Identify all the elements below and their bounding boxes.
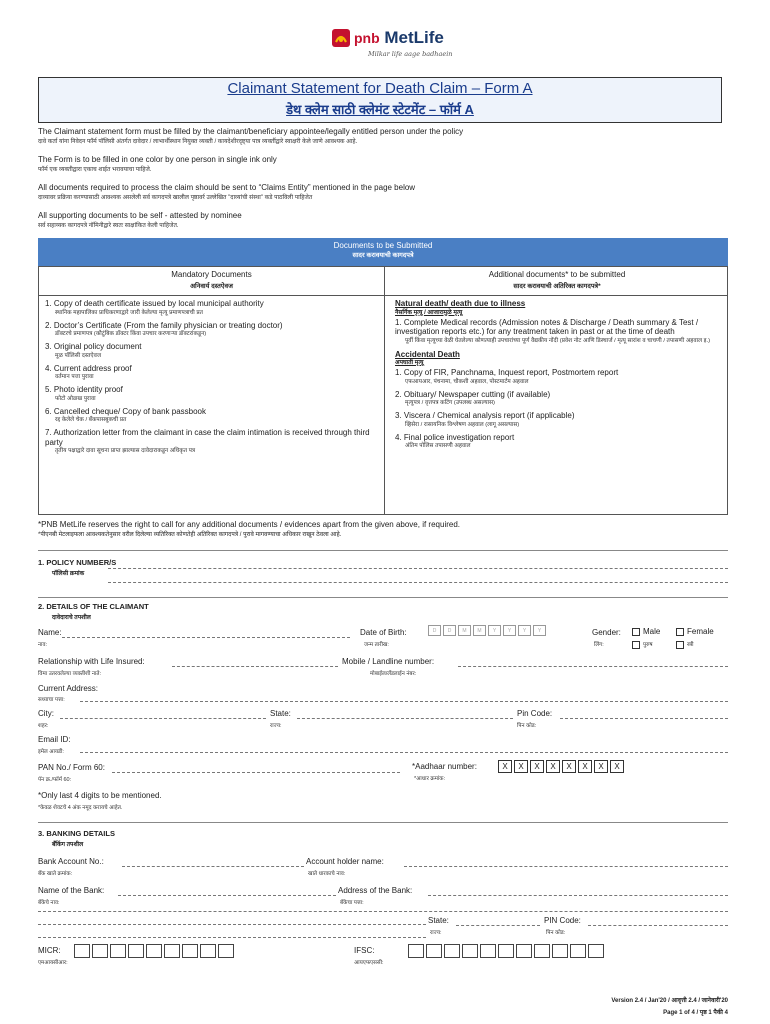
intro-1: The Claimant statement form must be filled by the claimant/beneficiary appointee/legally entitled person under the policy दावे कर्ता यांना निवेदन फॉर्म पॉलिसी अंतर्गत दावेदार / लाभार्थीस्थान नियुक्त व्यक्ती / कायदेशीरदृष्ट्या पात्र व्यक्तींद्वारे स्वाक्षरी केले जाणे आवश्यक आहे. [38, 127, 464, 145]
bank-name-label: Name of the Bank: [38, 886, 105, 895]
name-field[interactable] [62, 637, 350, 638]
pincode-label: Pin Code: [517, 709, 553, 718]
bank-name-field[interactable] [118, 895, 336, 896]
city-label: City: [38, 709, 54, 718]
aadhaar-field[interactable]: X X X X X X X X [498, 760, 626, 773]
mandatory-header: Mandatory Documents अनिवार्य दस्तऐवज [171, 270, 252, 290]
divider [38, 822, 728, 823]
documents-header: Documents to be Submitted सादर करावयाची कागदपत्रे [38, 238, 728, 266]
state-label: State: [270, 709, 291, 718]
list-item: 6. Cancelled cheque/ Copy of bank passbook रद्द केलेले चेक / बँकपासबुकची प्रत [45, 406, 206, 423]
bank-address-field-3[interactable] [38, 924, 426, 925]
additional-header: Additional documents* to be submitted सादर करावयाची अतिरिक्त कागदपत्रे* [488, 270, 626, 290]
natural-death-heading: Natural death/ death due to illness [395, 299, 526, 308]
intro-4: All supporting documents to be self - attested by nominee सर्व सहाय्यक कागदपत्रे नॉमिनीद्वारे स्वतः साक्षांकित केली पाहिजेत. [38, 211, 242, 229]
male-option-marathi[interactable]: पुरुष [632, 640, 653, 649]
divider [38, 550, 728, 551]
bank-state-label: State: [428, 916, 449, 925]
bank-address-field-4[interactable] [38, 937, 426, 938]
bank-address-label-marathi: बँकेचा पत्ता: [340, 900, 364, 906]
gender-label-marathi: लिंग: [594, 642, 604, 648]
female-option[interactable]: Female [676, 627, 714, 636]
bank-pin-field[interactable] [588, 925, 728, 926]
pincode-field[interactable] [560, 718, 728, 719]
list-item: 4. Final police investigation report अंतिम पोलिस तपासणी अहवाल [395, 432, 515, 449]
account-holder-label-marathi: खाते धारकाचे नाव: [308, 871, 346, 877]
relationship-label-marathi: विमा उतरवलेल्या व्यक्तीशी नाते: [38, 671, 101, 677]
ifsc-field[interactable] [408, 944, 606, 960]
brand-name: pnb MetLife [354, 28, 444, 47]
aadhaar-label-marathi: *आधार क्रमांक: [414, 776, 446, 782]
policy-number-field[interactable] [108, 568, 728, 569]
intro-3: All documents required to process the claim should be sent to “Claims Entity” mentioned in the page below दाव्यावर प्रक्रिया करण्यासाठी आवश्यक असलेली सर्व कागदपत्रे खालील पृष्ठावर्र उल्लेखित "दाव्यांची संस्था" कडे पाठविली पाहिजेत [38, 183, 416, 201]
micr-field[interactable] [74, 944, 236, 960]
version-footer: Version 2.4 / Jan'20 / आवृत्ती 2.4 / जानेवारी'20 [611, 998, 728, 1004]
list-item: 1. Complete Medical records (Admission notes & Discharge / Death summary & Test / investigation reports etc.) for any treatment taken in past or at the time of death पूर्वी किंवा मृत्यूच्या वेळी घेतलेल्या कोणत्याही उपचारांच्या पूर्ण वैद्यकीय नोंदी (प्रवेश नोट आणि डिस्चार्ज / मृत्यू सारांश व चाचणी / तपासणी अहवाल इ.) [395, 317, 711, 344]
list-item: 2. Doctor’s Certificate (From the family physician or treating doctor) डॉक्टरचे प्रमाणपत्र (कौटुंबिक डॉक्टर किंवा उपचार करणाऱ्या डॉक्टरांकडून) [45, 320, 283, 337]
account-holder-field[interactable] [404, 866, 728, 867]
list-item: 3. Original policy document मूळ पॉलिसी दस्तऐवज [45, 342, 142, 359]
address-label: Current Address: [38, 684, 99, 693]
pincode-label-marathi: पिन कोड: [517, 723, 537, 729]
email-label: Email ID: [38, 735, 71, 744]
mobile-label: Mobile / Landline number: [342, 657, 435, 666]
list-item: 7. Authorization letter from the claimant in case the claim intimation is received through third party तृतीय पक्षाद्वारे दावा सूचना प्राप्त झाल्यास दावेदाराकडून अधिकृत पत्र [45, 428, 370, 454]
pan-field[interactable] [112, 772, 400, 773]
form-title-box [38, 77, 722, 123]
mobile-label-marathi: मोबाईल/लँडलाईन नंबर: [370, 671, 417, 677]
name-label-marathi: नाव: [38, 642, 48, 648]
section-banking-details: 3. BANKING DETAILS बँकिंग तपशील [38, 829, 115, 848]
dob-label: Date of Birth: [360, 628, 407, 637]
bank-name-label-marathi: बँकेचे नाव: [38, 900, 60, 906]
male-option[interactable]: Male [632, 627, 660, 636]
additional-list: Natural death/ death due to illness नैसर्गिक मृत्यू / आजारामुळे मृत्यू 1. Complete Medical records (Admission notes & Discharge / Death summary & Test / investigation reports etc.) for any treatment taken in past or at the time of death पूर्वी किंवा मृत्यूच्या वेळी घेतलेल्या कोणत्याही उपचारांच्या पूर्ण वैद्यकीय नोंदी (प्रवेश नोट आणि डिस्चार्ज / मृत्यू सारांश व चाचणी / तपासणी अहवाल इ.) Accidental Death अपघाती मृत्यू 1. Copy of FIR, Panchnama, Inquest report, Postmortem report एफआयआर, पंचनामा, चौकशी अहवाल, पोस्टमार्टम अहवाल 2. Obituary/ Newspaper cutting (if available) मृत्युपत्र / वृत्तपत्र कटिंग (उपलब्ध असल्यास) 3. Viscera / Chemical analysis report (if applicable) व्हिसेरा / रासायनिक विश्लेषण अहवाल (लागू असल्यास) 4. Final police investigation report अंतिम पोलिस तपासणी अहवाल [395, 299, 723, 454]
page-title-marathi: डेथ क्लेम साठी क्लेमंट स्टेटमेंट – फॉर्म A [286, 102, 474, 117]
pan-label-marathi: पॅन क्र./फॉर्म 60: [38, 777, 72, 783]
account-holder-label: Account holder name: [306, 857, 384, 866]
state-field[interactable] [297, 718, 513, 719]
list-item: 5. Photo identity proof फोटो ओळख पुरावा [45, 385, 123, 402]
relationship-label: Relationship with Life Insured: [38, 657, 145, 666]
list-item: 1. Copy of FIR, Panchnama, Inquest report, Postmortem report एफआयआर, पंचनामा, चौकशी अहवाल, पोस्टमार्टम अहवाल [395, 368, 619, 385]
address-label-marathi: सध्याचा पत्ता: [38, 697, 65, 703]
aadhaar-label: *Aadhaar number: [412, 762, 477, 771]
policy-number-field-2[interactable] [108, 582, 728, 583]
aadhaar-note-marathi: *केवळ शेवटचे 4 अंक नमूद करायचे आहेत. [38, 805, 123, 811]
state-label-marathi: राज्य: [270, 723, 282, 729]
page-title: Claimant Statement for Death Claim – Form A [227, 80, 533, 97]
documents-table [38, 266, 728, 515]
mobile-field[interactable] [458, 666, 728, 667]
page-number: Page 1 of 4 / पृष्ठ 1 पैकी 4 [663, 1010, 728, 1016]
tagline: Milkar life aage badhaein [368, 50, 453, 58]
email-label-marathi: इमेल आयडी: [38, 749, 64, 755]
ifsc-label-marathi: आयएफएससी: [354, 960, 384, 966]
gender-label: Gender: [592, 628, 621, 637]
bank-address-field[interactable] [428, 895, 728, 896]
city-label-marathi: शहर: [38, 723, 49, 729]
section-claimant-details: 2. DETAILS OF THE CLAIMANT दावेदाराचे तपशील [38, 602, 149, 621]
accidental-death-heading: Accidental Death [395, 349, 460, 359]
bank-state-label-marathi: राज्य: [430, 930, 442, 936]
logo [332, 26, 472, 60]
bank-state-field[interactable] [456, 925, 540, 926]
section-policy-number: 1. POLICY NUMBER/S पॉलिसी क्रमांक [38, 558, 117, 577]
city-field[interactable] [60, 718, 266, 719]
dob-field[interactable]: D D M M Y Y Y Y [428, 625, 548, 636]
male-checkbox [632, 628, 640, 636]
bank-pin-label-marathi: पिन कोड: [546, 930, 566, 936]
micr-label-marathi: एमआयसीआर: [38, 960, 68, 966]
bank-pin-label: PIN Code: [544, 916, 581, 925]
aadhaar-note: *Only last 4 digits to be mentioned. [38, 791, 162, 800]
pnb-logo-icon [332, 29, 350, 47]
relationship-field[interactable] [172, 666, 338, 667]
list-item: 4. Current address proof वर्तमान पत्ता पुरावा [45, 363, 132, 380]
bank-address-label: Address of the Bank: [338, 886, 413, 895]
account-number-label: Bank Account No.: [38, 857, 104, 866]
female-checkbox [676, 628, 684, 636]
ifsc-label: IFSC: [354, 946, 375, 955]
mandatory-list [45, 299, 379, 459]
address-field[interactable] [80, 701, 728, 702]
account-number-field[interactable] [122, 866, 304, 867]
list-item: 2. Obituary/ Newspaper cutting (if available) मृत्युपत्र / वृत्तपत्र कटिंग (उपलब्ध असल्यास) [395, 389, 551, 406]
divider [38, 597, 728, 598]
intro-2: The Form is to be filled in one color by one person in single ink only फॉर्म एक व्यक्तीद्वारा एकाच शाईत भरावयाचा पाहिजे. [38, 155, 277, 173]
pan-label: PAN No./ Form 60: [38, 763, 105, 772]
name-label: Name: [38, 628, 62, 637]
micr-label: MICR: [38, 946, 61, 955]
email-field[interactable] [80, 752, 728, 753]
reserve-note: *PNB MetLife reserves the right to call for any additional documents / evidences apart from the given above, if required. *पीएनबी मेटलाइफला आवश्यकतेनुसार वरील दिलेल्या व्यतिरिक्त कोणतेही अतिरिक्त कागदपत्रे / पुरावे मागवण्याचा अधिकार राखून ठेवला आहे. [38, 520, 460, 538]
dob-label-marathi: जन्म तारीख: [364, 642, 389, 648]
list-item: 3. Viscera / Chemical analysis report (if applicable) व्हिसेरा / रासायनिक विश्लेषण अहवाल (लागू असल्यास) [395, 411, 575, 428]
female-option-marathi[interactable]: स्त्री [676, 640, 694, 649]
bank-address-field-2[interactable] [38, 911, 728, 912]
account-number-label-marathi: बँक खाते क्रमांक: [38, 871, 73, 877]
list-item: 1. Copy of death certificate issued by local municipal authority स्थानिक महापालिका प्राधिकरणाद्वारे जारी केलेल्या मृत्यू प्रमाणपत्राची प्रत [45, 299, 264, 316]
